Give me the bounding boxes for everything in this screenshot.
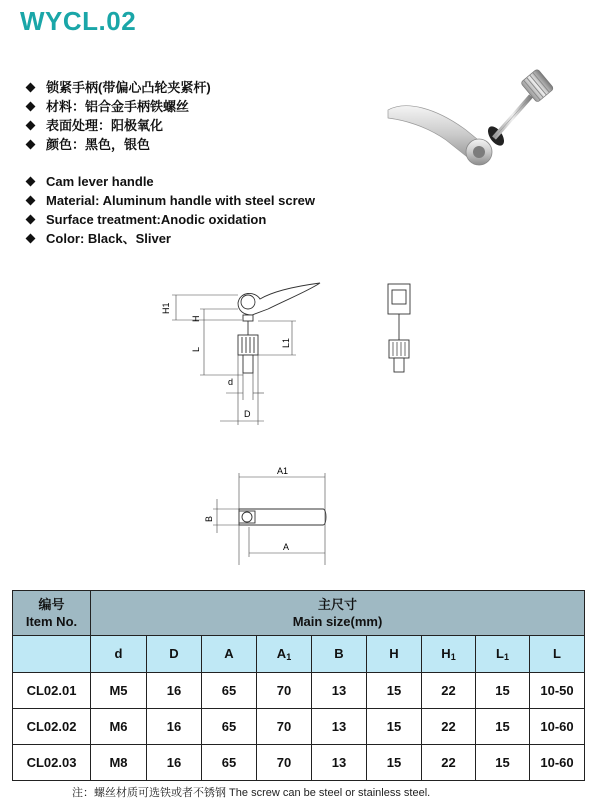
column-header: $A_1$ [257, 636, 312, 673]
main-size-header [91, 591, 585, 636]
bullet-diamond-icon [26, 102, 36, 112]
value-cell: 22 [422, 709, 476, 745]
table-row [13, 709, 585, 745]
column-header: A [202, 636, 257, 673]
footnote: 注：螺丝材质可选铁或者不锈钢 The screw can be steel or stainless steel. [72, 787, 431, 799]
value-cell: 10-60 [530, 745, 585, 781]
value-cell: M6 [91, 709, 147, 745]
feature-item [26, 116, 366, 135]
feature-list [26, 78, 366, 248]
value-cell: 65 [202, 745, 257, 781]
table-row [13, 673, 585, 709]
bullet-diamond-icon [26, 234, 36, 244]
value-cell: 70 [257, 709, 312, 745]
label-d-big: D [244, 409, 251, 419]
bullet-diamond-icon [26, 177, 36, 187]
value-cell: 10-60 [530, 709, 585, 745]
item-cell: CL02.03 [13, 745, 91, 781]
value-cell: M8 [91, 745, 147, 781]
item-header-en: Item No. [25, 614, 78, 629]
feature-item [26, 172, 366, 191]
bullet-diamond-icon [26, 140, 36, 150]
value-cell: 13 [312, 745, 367, 781]
value-cell: M5 [91, 673, 147, 709]
value-cell: 15 [367, 709, 422, 745]
main-size-header-en: Main size(mm) [292, 614, 383, 629]
column-header: D [147, 636, 202, 673]
column-header: B [312, 636, 367, 673]
value-cell: 70 [257, 673, 312, 709]
main-size-header-cn: 主尺寸 [318, 597, 358, 612]
table-header-row [13, 591, 585, 636]
value-cell: 16 [147, 673, 202, 709]
side-view-drawing [160, 265, 350, 435]
feature-text: Material: Aluminum handle with steel screw [46, 193, 315, 208]
column-header: d [91, 636, 147, 673]
bullet-diamond-icon [26, 83, 36, 93]
feature-item [26, 229, 366, 248]
feature-item [26, 210, 366, 229]
feature-item [26, 135, 366, 154]
column-header: $H_1$ [422, 636, 476, 673]
value-cell: 10-50 [530, 673, 585, 709]
table-row [13, 745, 585, 781]
item-header-cn: 编号 [38, 597, 65, 612]
top-view-drawing [195, 465, 335, 570]
bullet-diamond-icon [26, 215, 36, 225]
item-header [13, 591, 91, 636]
label-b: B [204, 515, 214, 522]
feature-text: 颜色：黑色，银色 [46, 137, 151, 152]
value-cell: 15 [476, 673, 530, 709]
value-cell: 15 [476, 745, 530, 781]
value-cell: 15 [476, 709, 530, 745]
value-cell: 15 [367, 673, 422, 709]
feature-item [26, 97, 366, 116]
feature-text: 表面处理：阳极氧化 [46, 118, 164, 133]
column-header: H [367, 636, 422, 673]
feature-text: 锁紧手柄(带偏心凸轮夹紧杆) [46, 80, 211, 95]
product-photo [376, 60, 566, 190]
bullet-diamond-icon [26, 196, 36, 206]
column-header-row [13, 636, 585, 673]
value-cell: 13 [312, 709, 367, 745]
value-cell: 22 [422, 745, 476, 781]
column-header: L [530, 636, 585, 673]
feature-text: Cam lever handle [46, 174, 154, 189]
value-cell: 22 [422, 673, 476, 709]
item-cell: CL02.02 [13, 709, 91, 745]
feature-text: Surface treatment:Anodic oxidation [46, 212, 267, 227]
feature-text: Color: Black、Sliver [46, 231, 171, 246]
feature-text: 材料：铝合金手柄铁螺丝 [46, 99, 190, 114]
product-title: WYCL.02 [20, 6, 137, 36]
value-cell: 65 [202, 673, 257, 709]
spec-table [12, 590, 585, 781]
value-cell: 13 [312, 673, 367, 709]
feature-item [26, 191, 366, 210]
value-cell: 16 [147, 709, 202, 745]
label-d-small: d [228, 377, 234, 387]
column-header: $L_1$ [476, 636, 530, 673]
label-a1: A1 [277, 466, 289, 476]
label-l: L [191, 346, 201, 352]
bullet-diamond-icon [26, 121, 36, 131]
value-cell: 65 [202, 709, 257, 745]
label-h1: H1 [161, 302, 171, 314]
label-h: H [191, 315, 201, 322]
column-header-empty [13, 636, 91, 673]
label-a: A [283, 542, 290, 552]
item-cell: CL02.01 [13, 673, 91, 709]
feature-item [26, 78, 366, 97]
label-l1: L1 [281, 337, 291, 348]
value-cell: 16 [147, 745, 202, 781]
value-cell: 15 [367, 745, 422, 781]
front-view-drawing [380, 280, 420, 380]
value-cell: 70 [257, 745, 312, 781]
